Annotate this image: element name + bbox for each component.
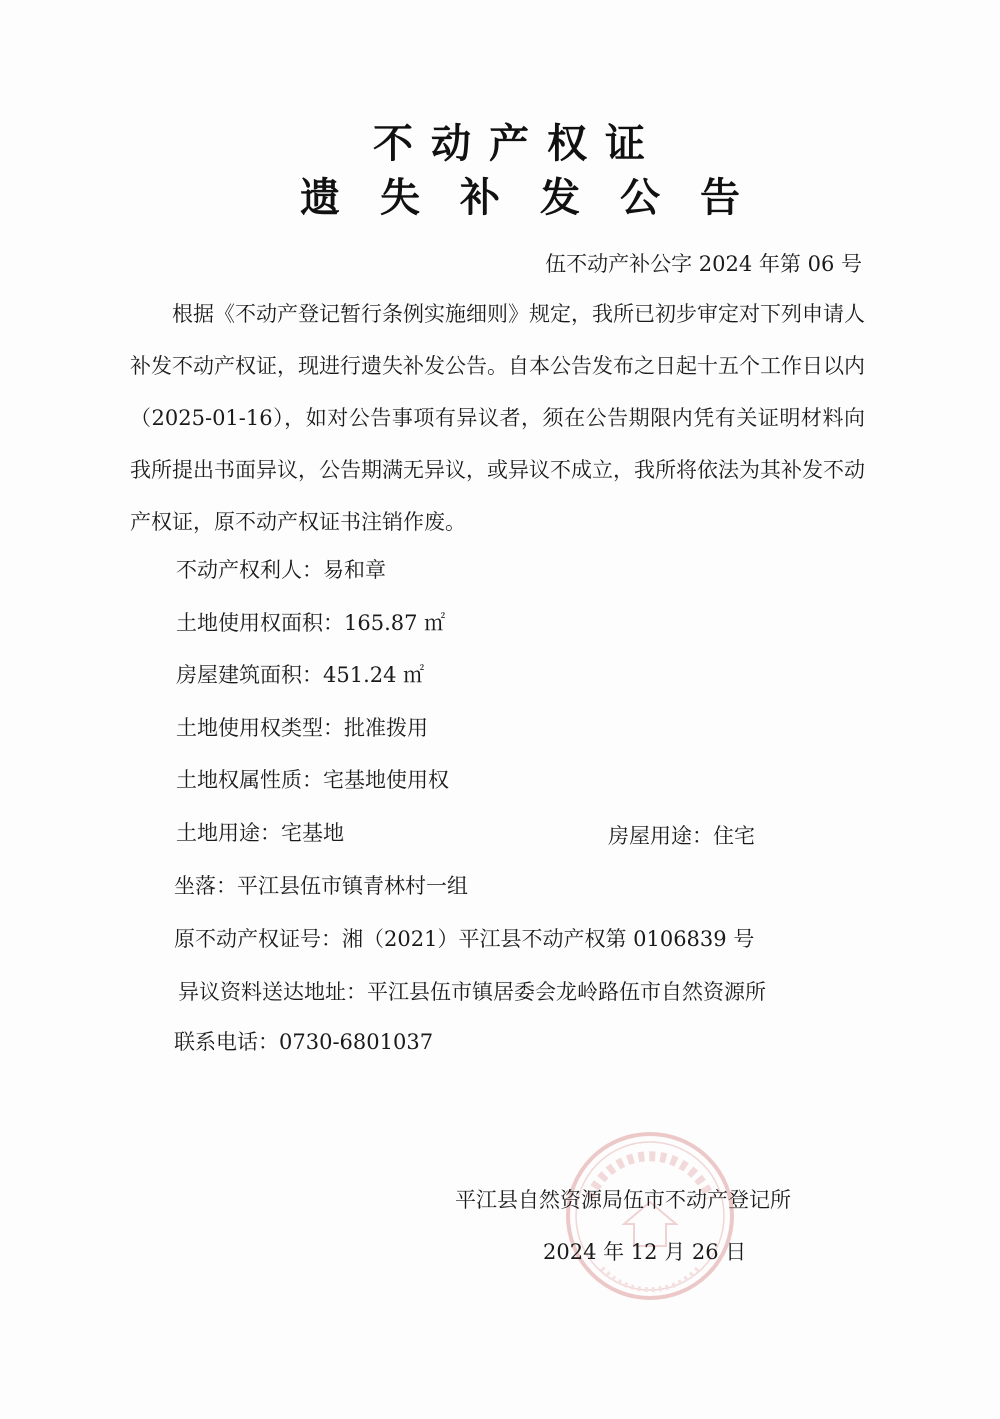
field-house-use: 房屋用途：住宅 bbox=[608, 824, 755, 848]
field-location: 坐落：平江县伍市镇青林村一组 bbox=[174, 874, 468, 898]
field-land-nature: 土地权属性质：宅基地使用权 bbox=[176, 768, 449, 792]
field-phone: 联系电话：0730-6801037 bbox=[174, 1030, 434, 1054]
title-line-1: 不动产权证 bbox=[373, 121, 663, 167]
field-land-right-type: 土地使用权类型：批准拨用 bbox=[176, 716, 428, 740]
field-objection-address: 异议资料送达地址：平江县伍市镇居委会龙岭路伍市自然资源所 bbox=[178, 980, 766, 1004]
official-seal-icon bbox=[562, 1128, 738, 1304]
issuing-organization: 平江县自然资源局伍市不动产登记所 bbox=[455, 1188, 791, 1212]
field-original-cert: 原不动产权证号：湘（2021）平江县不动产权第 0106839 号 bbox=[174, 927, 755, 951]
notice-paragraph: 根据《不动产登记暂行条例实施细则》规定，我所已初步审定对下列申请人补发不动产权证，现进行遗失补发公告。自本公告发布之日起十五个工作日以内（2025-01-16），如对公告事项有异议者，须在公告期限内凭有关证明材料向我所提出书面异议，公告期满无异议，或异议不成立，我所将依法为其补发不动产权证，原不动产权证书注销作废。 bbox=[130, 302, 865, 534]
issue-date: 2024 年 12 月 26 日 bbox=[543, 1240, 747, 1264]
field-land-area: 土地使用权面积：165.87 ㎡ bbox=[176, 611, 446, 635]
title-line-2: 遗失补发公告 bbox=[300, 175, 780, 221]
document-number: 伍不动产补公字 2024 年第 06 号 bbox=[545, 252, 862, 276]
field-owner: 不动产权利人：易和章 bbox=[176, 558, 386, 582]
field-building-area: 房屋建筑面积：451.24 ㎡ bbox=[176, 663, 425, 687]
field-land-use: 土地用途：宅基地 bbox=[176, 821, 344, 845]
